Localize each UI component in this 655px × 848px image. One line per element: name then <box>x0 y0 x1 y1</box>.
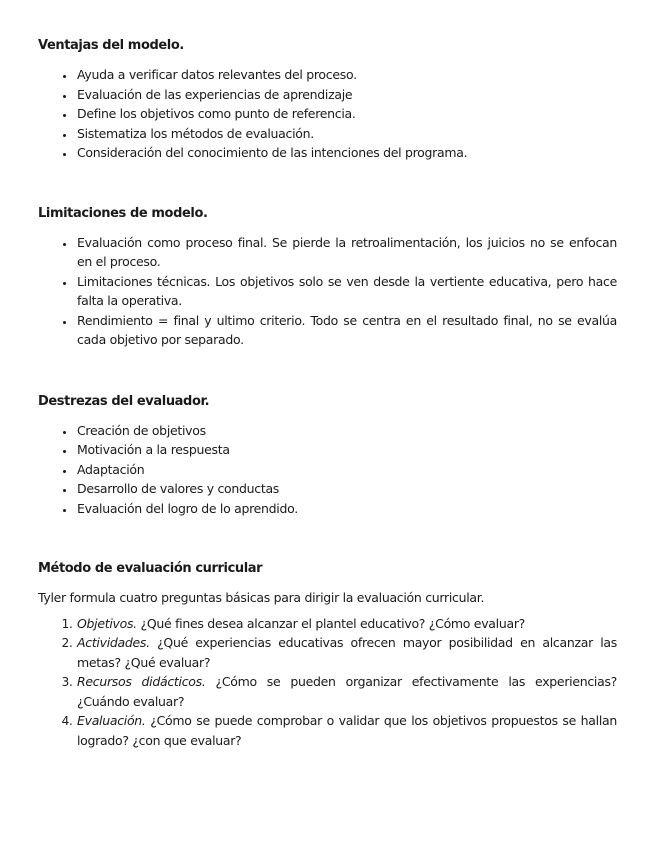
destrezas-heading: Destrezas del evaluador. <box>38 393 210 409</box>
question-text: ¿Cómo se pueden organizar efectivamente las experiencias? ¿Cuándo evaluar? <box>77 674 617 709</box>
metodo-questions <box>38 614 617 751</box>
limitaciones-heading: Limitaciones de modelo. <box>38 205 208 221</box>
metodo-heading: Método de evaluación curricular <box>38 561 263 576</box>
question-text: ¿Qué experiencias educativas ofrecen mayor posibilidad en alcanzar las metas? ¿Qué evaluar? <box>77 635 617 670</box>
list-item: • Desarrollo de valores y conductas <box>76 479 617 499</box>
section-ventajas <box>38 37 617 163</box>
list-item: • Evaluación del logro de lo aprendido. <box>76 499 617 519</box>
list-item: • Define los objetivos como punto de referencia. <box>76 104 617 124</box>
section-metodo <box>38 560 617 750</box>
list-item <box>76 614 617 634</box>
question-text: ¿Qué fines desea alcanzar el plantel educativo? ¿Cómo evaluar? <box>136 615 525 631</box>
list-item: • Evaluación como proceso final. Se pierde la retroalimentación, los juicios no se enfocan en el proceso. <box>76 233 617 272</box>
limitaciones-list <box>38 233 617 350</box>
section-destrezas <box>38 393 617 519</box>
list-item: • Creación de objetivos <box>76 421 617 441</box>
list-item: • Motivación a la respuesta <box>76 440 617 460</box>
list-item: • Evaluación de las experiencias de aprendizaje <box>76 85 617 105</box>
ventajas-heading: Ventajas del modelo. <box>38 38 184 53</box>
list-item: • Sistematiza los métodos de evaluación. <box>76 124 617 144</box>
question-term: Evaluación. <box>77 713 146 728</box>
spacer <box>38 350 617 393</box>
list-item <box>76 633 617 672</box>
destrezas-list <box>38 421 617 519</box>
spacer <box>38 518 617 560</box>
question-term: Recursos didácticos. <box>77 674 206 689</box>
question-text: ¿Cómo se puede comprobar o validar que los objetivos propuestos se hallan logrado? ¿con que evaluar? <box>77 713 617 748</box>
section-limitaciones <box>38 205 617 350</box>
list-item: • Consideración del conocimiento de las intenciones del programa. <box>76 143 617 163</box>
list-item: • Adaptación <box>76 460 617 480</box>
list-item: • Limitaciones técnicas. Los objetivos solo se ven desde la vertiente educativa, pero hace falta la operativa. <box>76 272 617 311</box>
spacer <box>38 163 617 205</box>
list-item: • Ayuda a verificar datos relevantes del proceso. <box>76 65 617 85</box>
list-item <box>76 711 617 750</box>
question-term: Objetivos. <box>77 615 137 631</box>
metodo-intro: Tyler formula cuatro preguntas básicas para dirigir la evaluación curricular. <box>38 590 485 605</box>
ventajas-list <box>38 65 617 163</box>
list-item: • Rendimiento = final y ultimo criterio. Todo se centra en el resultado final, no se evalúa cada objetivo por separado. <box>76 311 617 350</box>
question-term: Actividades. <box>77 635 150 650</box>
list-item <box>76 672 617 711</box>
